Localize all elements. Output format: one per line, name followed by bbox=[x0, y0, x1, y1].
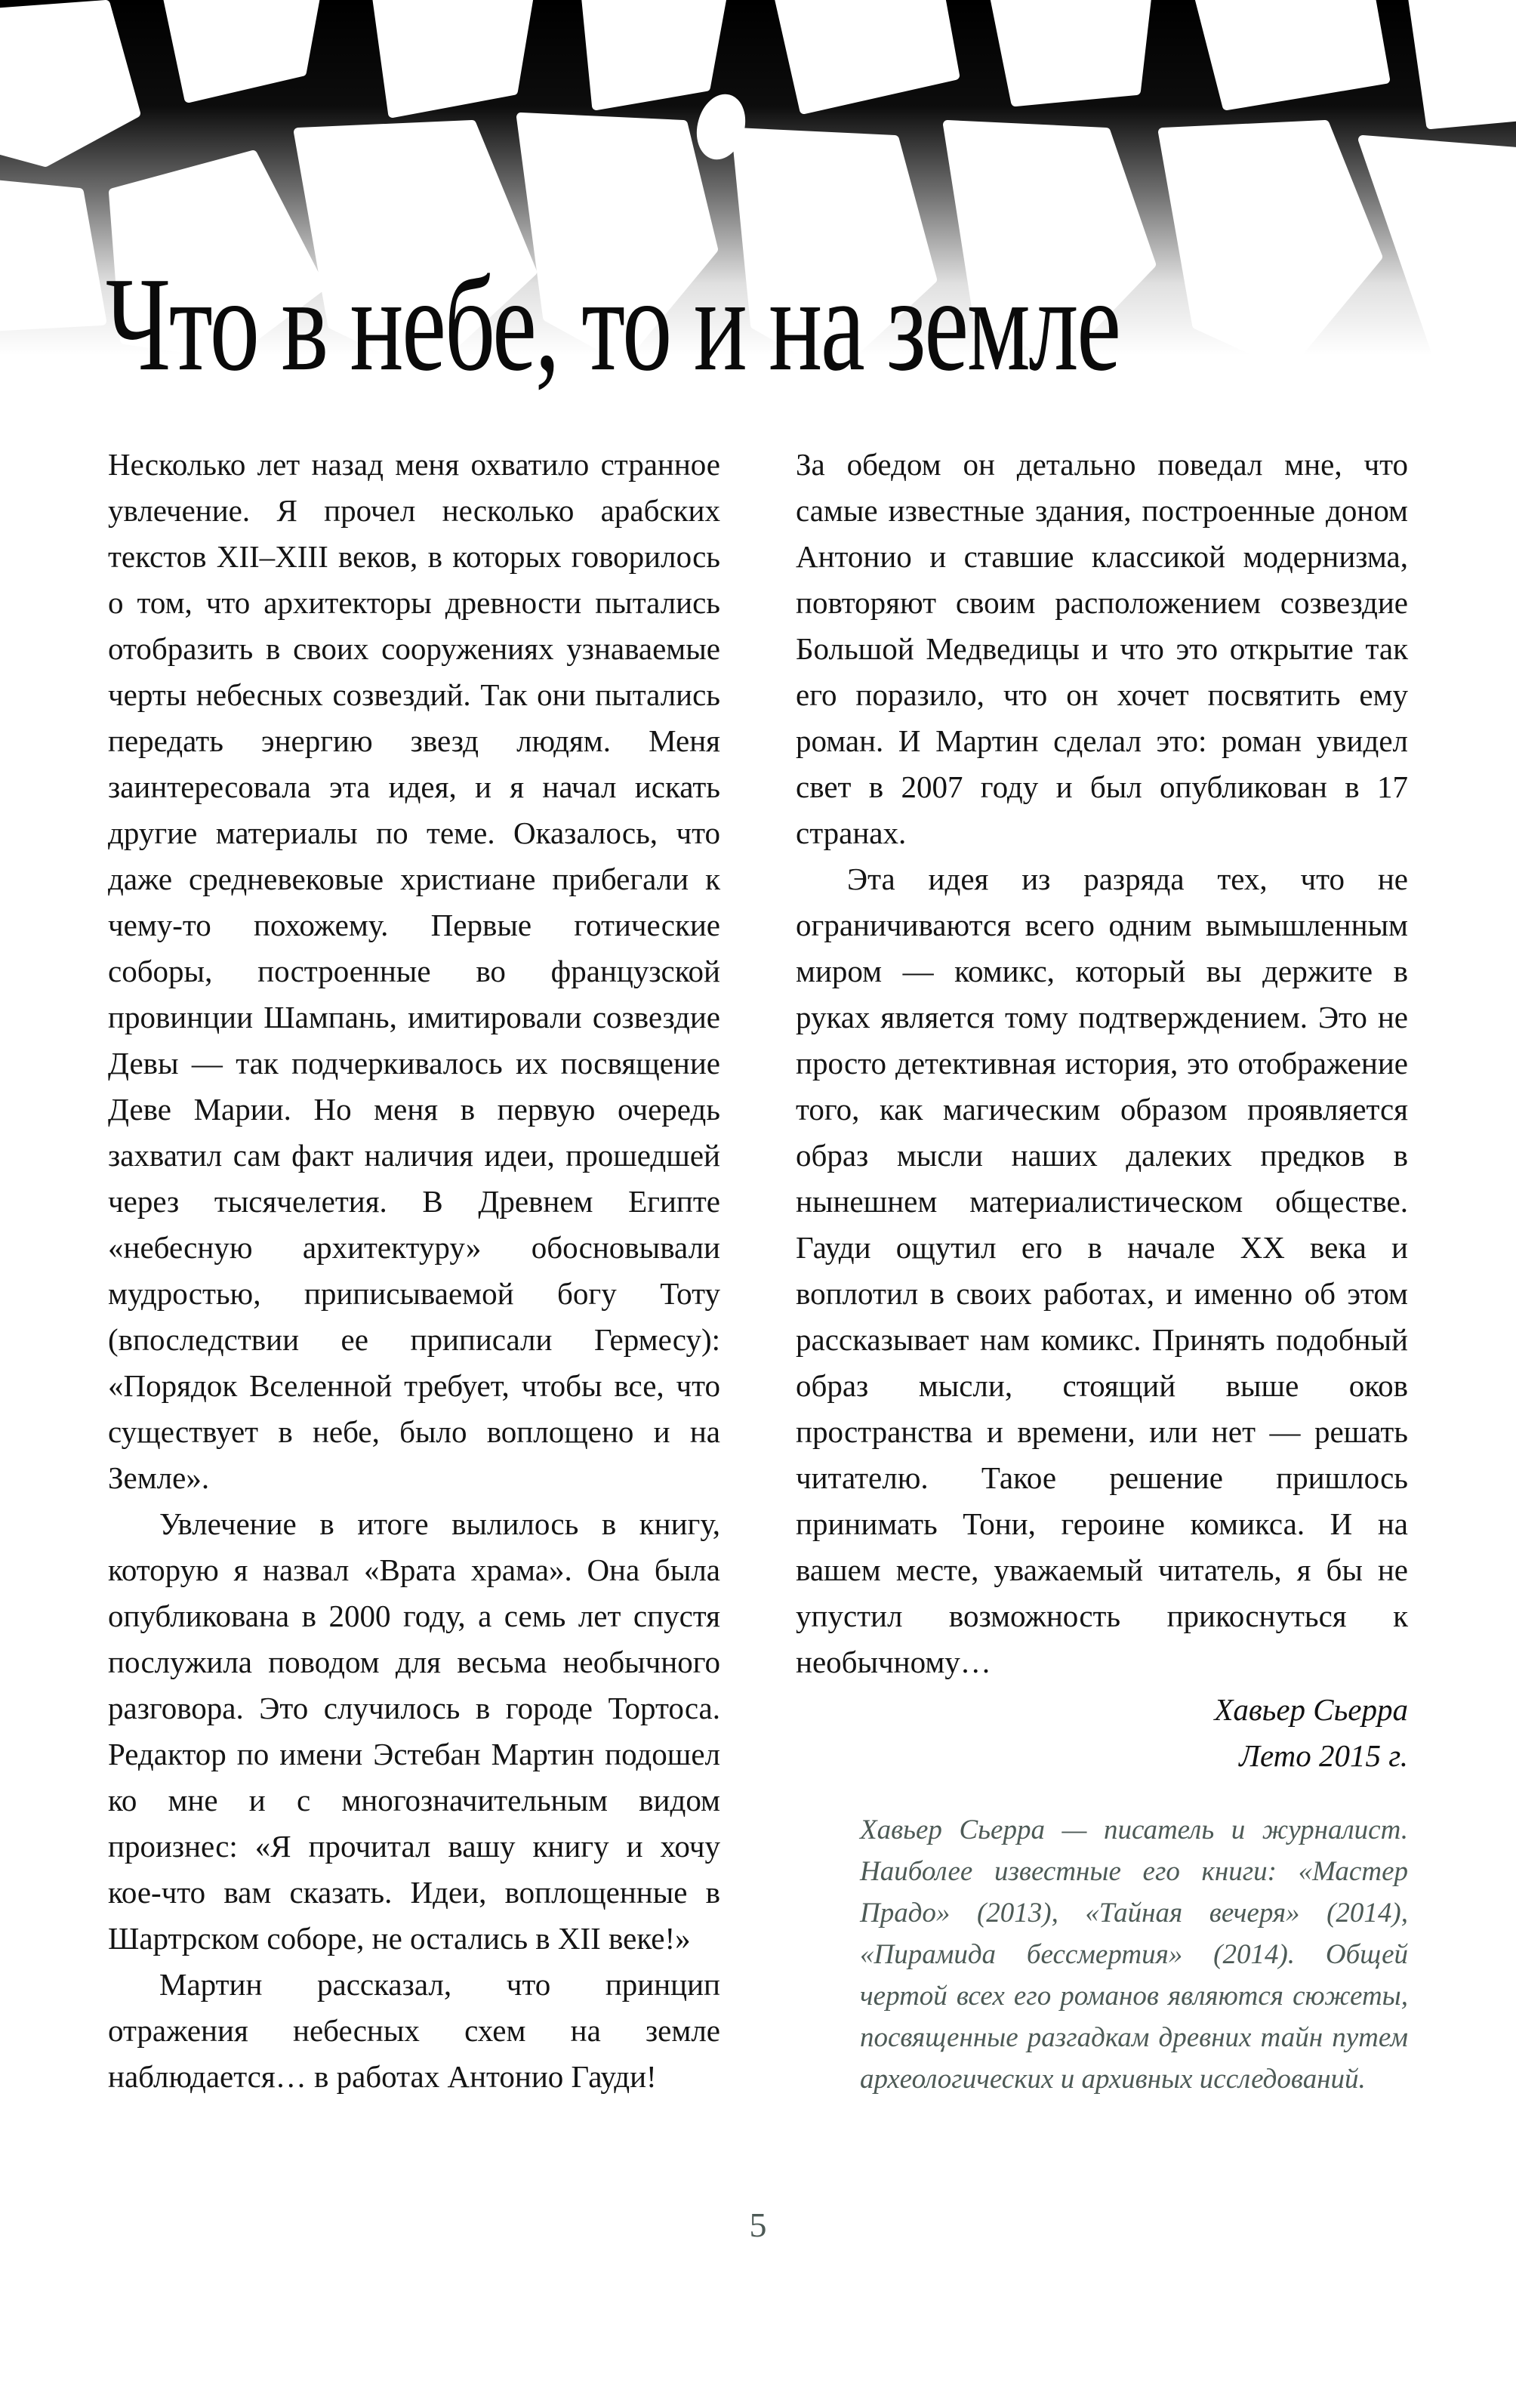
paragraph: Эта идея из разряда тех, что не ограничиваются всего одним вымышленным миром — комикс, который вы держите в руках является тому подтверждением. Это не просто детективная история, это отображение того, как магическим образом проявляется образ мысли наших далеких предков в нынешнем материалистическом обществе. Гауди ощутил его в начале XX века и воплотил в своих работах, и именно об этом рассказывает нам комикс. Принять подобный образ мысли, стоящий выше оков пространства и времени, или нет — решать читателю. Такое решение пришлось принимать Тони, героине комикса. И на вашем месте, уважаемый читатель, я бы не упустил возможность прикоснуться к необычному… bbox=[796, 862, 1408, 1679]
page-title: Что в небе, то и на земле bbox=[106, 249, 1120, 399]
page-number: 5 bbox=[749, 2206, 767, 2244]
paragraph: Увлечение в итоге вылилось в книгу, которую я назвал «Врата храма». Она была опубликована в 2000 году, а семь лет спустя послужила поводом для весьма необычного разговора. Это случилось в городе Тортоса. Редактор по имени Эстебан Мартин подошел ко мне и с многозначительным видом произнес: «Я прочитал вашу книгу и хочу кое-что вам сказать. Идеи, воплощенные в Шартрском соборе, не остались в XII веке!» bbox=[108, 1506, 720, 1956]
signature-date: Лето 2015 г. bbox=[1239, 1738, 1408, 1773]
paragraph: Мартин рассказал, что принцип отражения небесных схем на земле наблюдается… в работах Антонио Гауди! bbox=[108, 1967, 720, 2094]
author-name: Хавьер Сьерра bbox=[1214, 1692, 1408, 1727]
right-column bbox=[796, 442, 1408, 2100]
body-columns bbox=[108, 442, 1408, 2100]
paragraph: Несколько лет назад меня охватило странное увлечение. Я прочел несколько арабских текстов XII–XIII веков, в которых говорилось о том, что архитекторы древности пытались отобразить в своих сооружениях узнаваемые черты небесных созвездий. Так они пытались передать энергию звезд людям. Меня заинтересовала эта идея, и я начал искать другие материалы по теме. Оказалось, что даже средневековые христиане прибегали к чему-то похожему. Первые готические соборы, построенные во французской провинции Шампань, имитировали созвездие Девы — так подчеркивалось их посвящение Деве Марии. Но меня в первую очередь захватил сам факт наличия идеи, прошедшей через тысячелетия. В Древнем Египте «небесную архитектуру» обосновывали мудростью, приписываемой богу Тоту (впоследствии ее приписали Гермесу): «Порядок Вселенной требует, чтобы все, что существует в небе, было воплощено и на Земле». bbox=[108, 447, 720, 1495]
left-column bbox=[108, 442, 720, 2100]
paragraph: За обедом он детально поведал мне, что самые известные здания, построенные доном Антонио и ставшие классикой модернизма, повторяют своим расположением созвездие Большой Медведицы и что это открытие так его поразило, что он хочет посвятить ему роман. И Мартин сделал это: роман увидел свет в 2007 году и был опубликован в 17 странах. bbox=[796, 447, 1408, 850]
author-signature bbox=[796, 1687, 1408, 1779]
author-bio: Хавьер Сьерра — писатель и журналист. Наиболее известные его книги: «Мастер Прадо» (2013), «Тайная вечеря» (2014), «Пирамида бессмертия» (2014). Общей чертой всех его романов являются сюжеты, посвященные разгадкам древних тайн путем археологических и архивных исследований. bbox=[860, 1814, 1408, 2095]
